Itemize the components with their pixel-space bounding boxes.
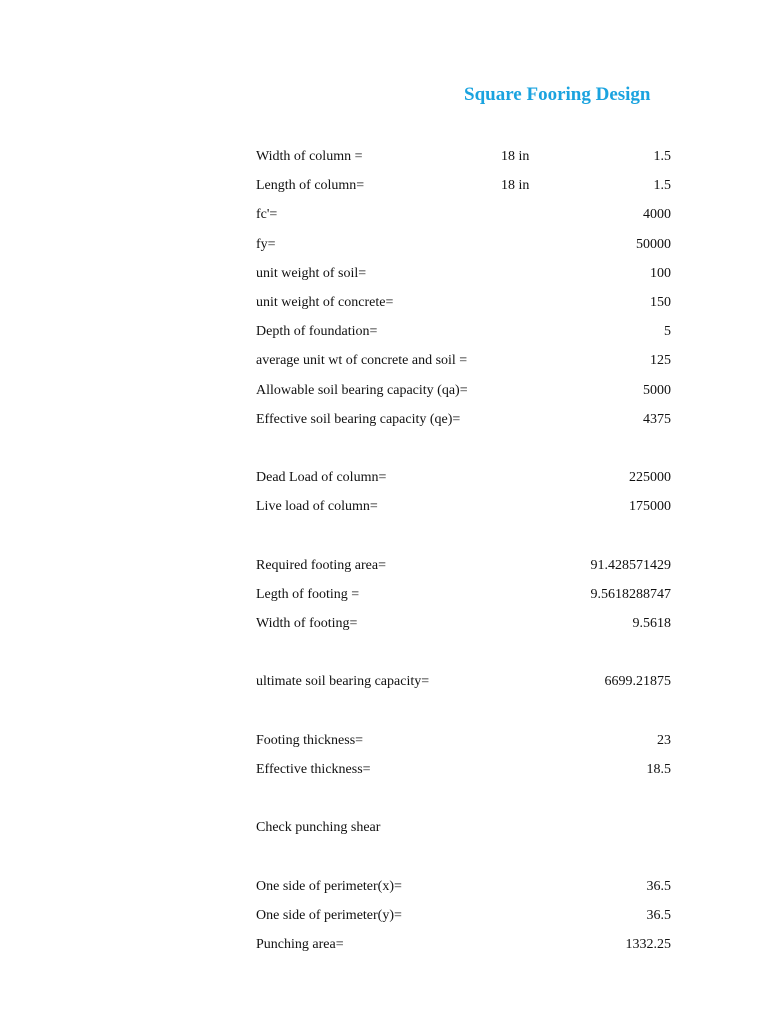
row-label: Dead Load of column= — [256, 470, 387, 486]
row-label: Depth of foundation= — [256, 324, 378, 340]
row-live-load — [256, 492, 671, 521]
section-heading-punching-shear — [256, 813, 671, 842]
row-label: unit weight of concrete= — [256, 294, 394, 310]
row-value: 36.5 — [646, 907, 671, 923]
row-average-unit-weight — [256, 346, 671, 375]
row-unit: 18 in — [501, 178, 530, 194]
row-ultimate-bearing-capacity — [256, 667, 671, 696]
row-label: ultimate soil bearing capacity= — [256, 674, 430, 690]
row-label: One side of perimeter(x)= — [256, 878, 402, 894]
row-label: One side of perimeter(y)= — [256, 907, 402, 923]
row-length-of-column — [256, 171, 671, 200]
row-value: 4000 — [643, 207, 671, 223]
row-unit-weight-of-concrete — [256, 288, 671, 317]
row-allowable-bearing-capacity — [256, 376, 671, 405]
row-value: 91.428571429 — [590, 557, 671, 573]
row-fc — [256, 200, 671, 229]
blank-row — [256, 697, 671, 726]
row-value: 125 — [650, 353, 671, 369]
row-label: fc'= — [256, 207, 278, 223]
row-value: 1.5 — [653, 149, 671, 164]
row-label: Length of column= — [256, 178, 365, 194]
row-value: 6699.21875 — [604, 674, 671, 690]
blank-row — [256, 434, 671, 463]
row-label: Live load of column= — [256, 499, 378, 515]
row-depth-of-foundation — [256, 317, 671, 346]
row-punching-area — [256, 930, 671, 959]
blank-row — [256, 843, 671, 872]
row-perimeter-y — [256, 901, 671, 930]
row-fy — [256, 230, 671, 259]
row-effective-thickness — [256, 755, 671, 784]
row-dead-load — [256, 463, 671, 492]
row-value: 9.5618 — [632, 616, 671, 631]
row-value: 150 — [650, 294, 671, 310]
row-label: Allowable soil bearing capacity (qa)= — [256, 382, 468, 398]
row-value: 1332.25 — [625, 937, 671, 953]
row-label: Width of column = — [256, 149, 363, 164]
row-value: 36.5 — [646, 878, 671, 894]
row-value: 23 — [657, 732, 671, 748]
row-value: 100 — [650, 265, 671, 281]
row-required-footing-area — [256, 551, 671, 580]
row-width-of-column — [256, 142, 671, 171]
row-value: 5000 — [643, 382, 671, 398]
row-label: Effective soil bearing capacity (qe)= — [256, 411, 461, 427]
row-value: 9.5618288747 — [590, 586, 671, 602]
row-unit-weight-of-soil — [256, 259, 671, 288]
row-label: Footing thickness= — [256, 732, 364, 748]
blank-row — [256, 638, 671, 667]
document-title: Square Fooring Design — [464, 84, 651, 105]
row-perimeter-x — [256, 872, 671, 901]
row-effective-bearing-capacity — [256, 405, 671, 434]
blank-row — [256, 521, 671, 550]
row-value: 50000 — [636, 236, 671, 252]
row-label: average unit wt of concrete and soil = — [256, 353, 468, 369]
row-label: Required footing area= — [256, 557, 386, 573]
row-label: unit weight of soil= — [256, 265, 367, 281]
row-label: Width of footing= — [256, 616, 358, 631]
row-footing-thickness — [256, 726, 671, 755]
row-value: 4375 — [643, 411, 671, 427]
row-width-of-footing — [256, 609, 671, 638]
row-value: 5 — [664, 324, 671, 340]
row-label: Legth of footing = — [256, 586, 360, 602]
row-value: 1.5 — [653, 178, 671, 194]
row-label: Punching area= — [256, 937, 344, 953]
row-label: Check punching shear — [256, 820, 381, 836]
row-label: fy= — [256, 236, 276, 252]
row-value: 175000 — [629, 499, 671, 515]
row-length-of-footing — [256, 580, 671, 609]
row-value: 18.5 — [646, 761, 671, 777]
row-label: Effective thickness= — [256, 761, 371, 777]
blank-row — [256, 784, 671, 813]
calculation-sheet — [256, 142, 671, 959]
row-value: 225000 — [629, 470, 671, 486]
row-unit: 18 in — [501, 149, 530, 164]
